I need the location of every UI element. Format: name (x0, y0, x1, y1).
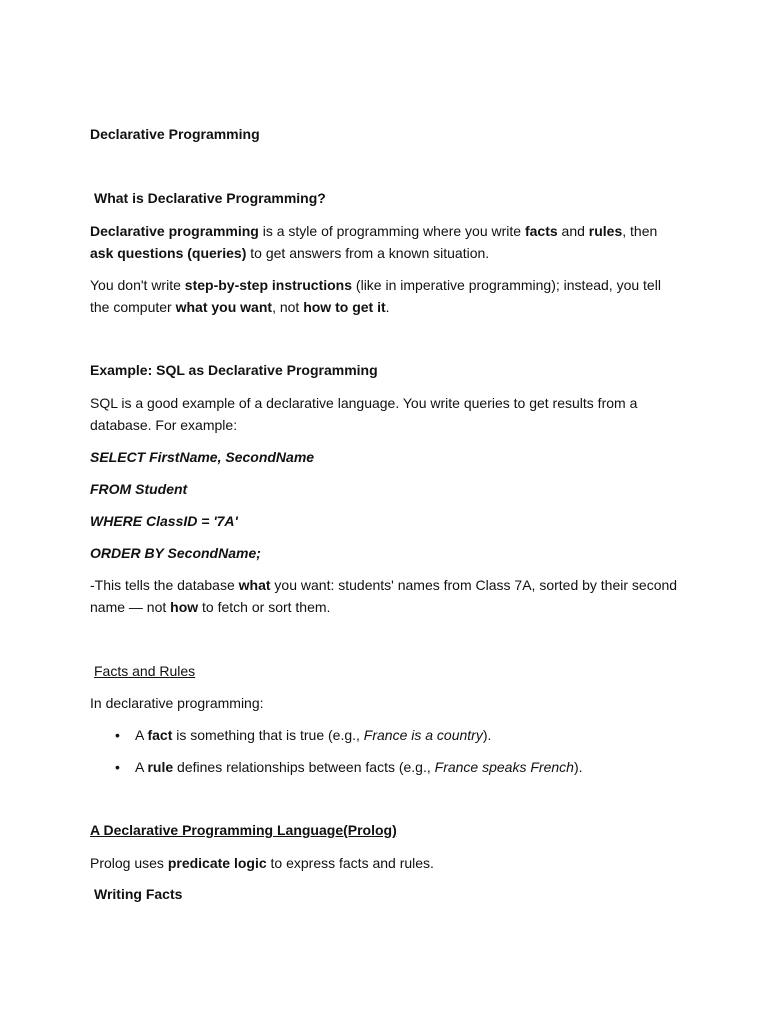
paragraph-what-not-how: You don't write step-by-step instructions (like in imperative programming); instead, you tell the computer what you want, not how to get it. (90, 277, 661, 315)
sql-line-order-by: ORDER BY SecondName; (90, 545, 261, 561)
term-how-to-get-it: how to get it (303, 299, 386, 315)
term-rules: rules (588, 223, 623, 239)
term-facts: facts (524, 223, 558, 239)
term-fact: fact (147, 727, 173, 743)
paragraph-sql-intro: SQL is a good example of a declarative language. You write queries to get results from a database. For example: (90, 395, 638, 433)
term-what: what (238, 577, 271, 593)
paragraph-sql-explanation: -This tells the database what you want: students' names from Class 7A, sorted by their second name — not how to fetch or sort them. (90, 577, 678, 615)
paragraph-facts-intro: In declarative programming: (90, 695, 264, 711)
section-heading-what-is: What is Declarative Programming? (94, 190, 326, 206)
paragraph-definition: Declarative programming is a style of programming where you write facts and rules, then ask questions (queries) to get answers from a known situation. (90, 223, 658, 261)
list-item-rule: • A rule defines relationships between facts (e.g., France speaks French). (135, 756, 678, 778)
paragraph-prolog-intro: Prolog uses predicate logic to express facts and rules. (90, 855, 434, 871)
facts-rules-list (90, 724, 678, 778)
section-heading-prolog: A Declarative Programming Language(Prolog) (90, 822, 397, 838)
term-declarative-programming: Declarative programming (90, 223, 259, 239)
term-how: how (170, 599, 199, 615)
example-rule: France speaks French (434, 759, 574, 775)
term-predicate-logic: predicate logic (167, 855, 267, 871)
term-step-by-step: step-by-step instructions (184, 277, 353, 293)
section-heading-sql-example: Example: SQL as Declarative Programming (90, 362, 378, 378)
sql-line-where: WHERE ClassID = '7A' (90, 513, 238, 529)
sql-line-select: SELECT FirstName, SecondName (90, 449, 315, 465)
term-rule: rule (147, 759, 174, 775)
example-fact: France is a country (363, 727, 483, 743)
term-ask-questions: ask questions (queries) (90, 245, 247, 261)
term-what-you-want: what you want (175, 299, 273, 315)
document-title: Declarative Programming (90, 126, 260, 142)
bullet-icon: • (115, 727, 120, 743)
section-heading-facts-and-rules: Facts and Rules (94, 663, 196, 679)
list-item-fact: • A fact is something that is true (e.g., France is a country). (135, 724, 678, 746)
sql-line-from: FROM Student (90, 481, 188, 497)
bullet-icon: • (115, 759, 120, 775)
subheading-writing-facts: Writing Facts (94, 886, 183, 902)
